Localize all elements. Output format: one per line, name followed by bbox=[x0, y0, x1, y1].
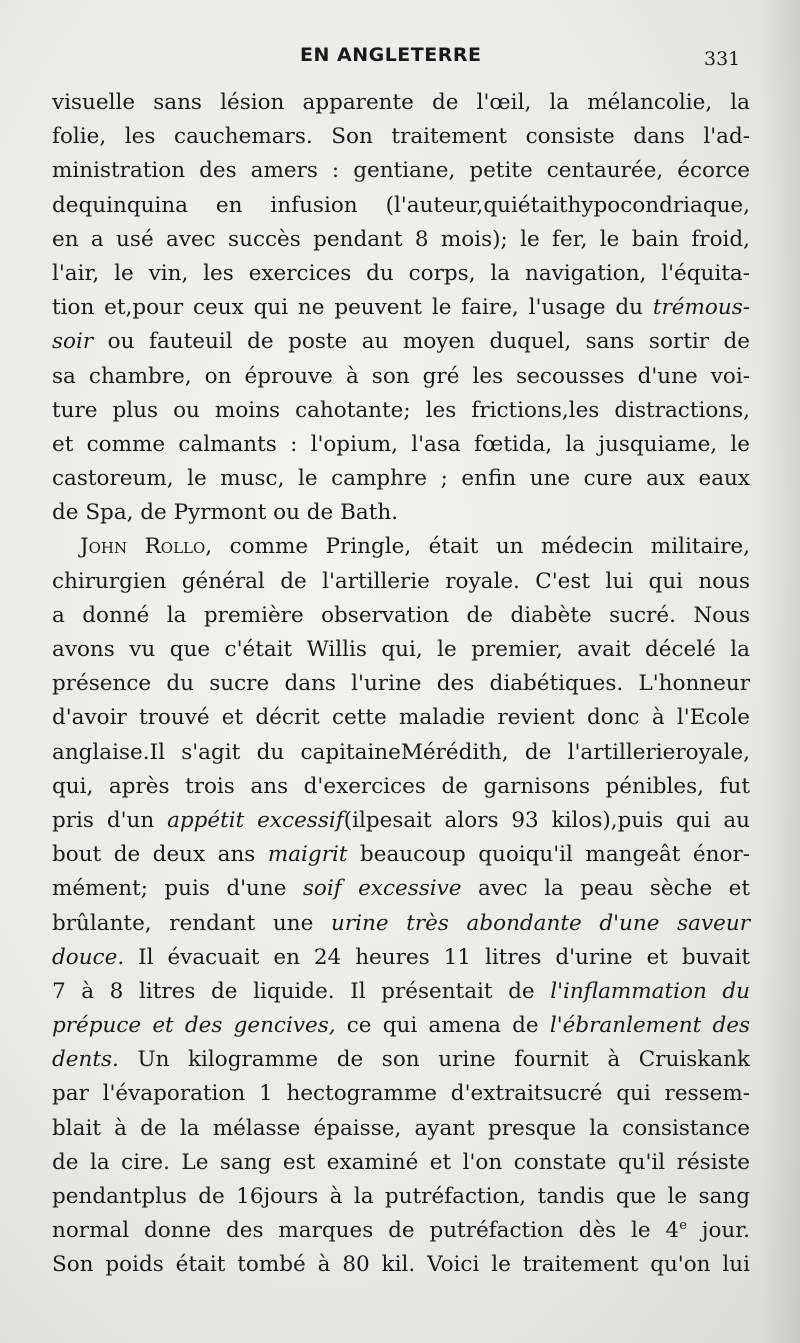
text-segment: normal donne des marques de putréfaction dès le 4 bbox=[52, 1218, 680, 1244]
person-name: John Rollo bbox=[80, 534, 206, 560]
text-line: ture plus ou moins cahotante; les frictions,les distractions, bbox=[52, 397, 750, 423]
text-line bbox=[52, 838, 750, 872]
italic-term: douce. bbox=[52, 944, 125, 970]
text-segment: (ilpesait alors 93 kilos),puis qui au bbox=[343, 807, 750, 833]
italic-term: appétit excessif bbox=[167, 807, 344, 833]
text-segment: , comme Pringle, était un médecin militaire, bbox=[205, 534, 750, 560]
text-line: castoreum, le musc, le camphre ; enfin une cure aux eaux bbox=[52, 466, 750, 492]
page-header bbox=[0, 34, 800, 74]
text-line: dequinquina en infusion (l'auteur,quiétaithypocondriaque, bbox=[52, 192, 750, 218]
text-line bbox=[52, 530, 750, 564]
text-line: sa chambre, on éprouve à son gré les secousses d'une voi- bbox=[52, 363, 750, 389]
italic-term: l'inflammation du bbox=[550, 978, 750, 1004]
italic-term: prépuce et des gencives, bbox=[52, 1013, 336, 1039]
text-segment: Un kilogramme de son urine fournit à Cruiskank bbox=[137, 1047, 750, 1073]
text-segment: beaucoup quoiqu'il mangeât énor- bbox=[359, 842, 750, 868]
text-line: avons vu que c'était Willis qui, le premier, avait décelé la bbox=[52, 637, 750, 662]
text-line bbox=[52, 1043, 750, 1077]
text-line: Son poids était tombé à 80 kil. Voici le traitement qu'on lui bbox=[52, 1252, 750, 1278]
body-text bbox=[52, 86, 750, 1283]
text-line bbox=[52, 941, 750, 975]
italic-term: l'ébranlement des bbox=[549, 1013, 750, 1039]
text-segment: pris d'un bbox=[52, 807, 155, 833]
text-line: qui, après trois ans d'exercices de garnisons pénibles, fut bbox=[52, 773, 750, 799]
text-segment: bout de deux ans bbox=[52, 842, 256, 868]
text-line: de la cire. Le sang est examiné et l'on constate qu'il résiste bbox=[52, 1149, 750, 1175]
text-segment: ou fauteuil de poste au moyen duquel, sans sortir de bbox=[107, 329, 750, 355]
italic-term: soif excessive bbox=[302, 876, 462, 902]
text-segment: brûlante, rendant une bbox=[52, 910, 314, 936]
text-segment: avec la peau sèche et bbox=[477, 876, 750, 902]
text-line bbox=[52, 1009, 750, 1043]
text-line: par l'évaporation 1 hectogramme d'extraitsucré qui ressem- bbox=[52, 1081, 750, 1107]
text-segment: 7 à 8 litres de liquide. Il présentait de bbox=[52, 978, 535, 1004]
text-line bbox=[52, 804, 750, 838]
text-line: et comme calmants : l'opium, l'asa fœtida, la jusquiame, le bbox=[52, 431, 750, 457]
text-line: en a usé avec succès pendant 8 mois); le fer, le bain froid, bbox=[52, 226, 750, 252]
text-line: pendantplus de 16jours à la putréfaction, tandis que le sang bbox=[52, 1184, 750, 1209]
running-head: EN ANGLETERRE bbox=[300, 44, 482, 66]
text-line bbox=[52, 907, 750, 941]
text-line: blait à de la mélasse épaisse, ayant presque la consistance bbox=[52, 1115, 750, 1141]
text-line: présence du sucre dans l'urine des diabétiques. L'honneur bbox=[52, 671, 750, 697]
text-line: folie, les cauchemars. Son traitement consiste dans l'ad- bbox=[52, 124, 750, 150]
text-line: anglaise.Il s'agit du capitaineMérédith, de l'artillerieroyale, bbox=[52, 739, 750, 765]
page-edge-shadow bbox=[760, 0, 800, 1343]
text-line: ministration des amers : gentiane, petite centaurée, écorce bbox=[52, 158, 750, 184]
text-line: visuelle sans lésion apparente de l'œil, la mélancolie, la bbox=[52, 90, 750, 115]
text-line: d'avoir trouvé et décrit cette maladie revient donc à l'Ecole bbox=[52, 705, 750, 731]
italic-term: soir bbox=[52, 329, 94, 355]
text-line: a donné la première observation de diabète sucré. Nous bbox=[52, 602, 750, 628]
superscript: e bbox=[679, 1218, 687, 1234]
text-line bbox=[52, 1214, 750, 1248]
text-line: de Spa, de Pyrmont ou de Bath. bbox=[52, 500, 399, 526]
text-segment: ce qui amena de bbox=[346, 1013, 539, 1039]
text-line: l'air, le vin, les exercices du corps, la navigation, l'équita- bbox=[52, 260, 750, 286]
text-line bbox=[52, 872, 750, 906]
text-segment: Il évacuait en 24 heures 11 litres d'urine et buvait bbox=[138, 944, 750, 970]
italic-term: urine très abondante d'une saveur bbox=[330, 910, 750, 936]
text-line bbox=[52, 291, 750, 325]
page-number: 331 bbox=[704, 48, 741, 70]
text-line bbox=[52, 325, 750, 359]
italic-term: dents. bbox=[52, 1047, 119, 1073]
text-line bbox=[52, 975, 750, 1009]
text-segment: jour. bbox=[701, 1218, 750, 1244]
italic-term: trémous- bbox=[652, 295, 750, 321]
text-segment: mément; puis d'une bbox=[52, 876, 287, 902]
italic-term: maigrit bbox=[267, 842, 348, 868]
text-line: chirurgien général de l'artillerie royale. C'est lui qui nous bbox=[52, 568, 750, 594]
text-segment: tion et,pour ceux qui ne peuvent le faire, l'usage du bbox=[52, 295, 644, 321]
